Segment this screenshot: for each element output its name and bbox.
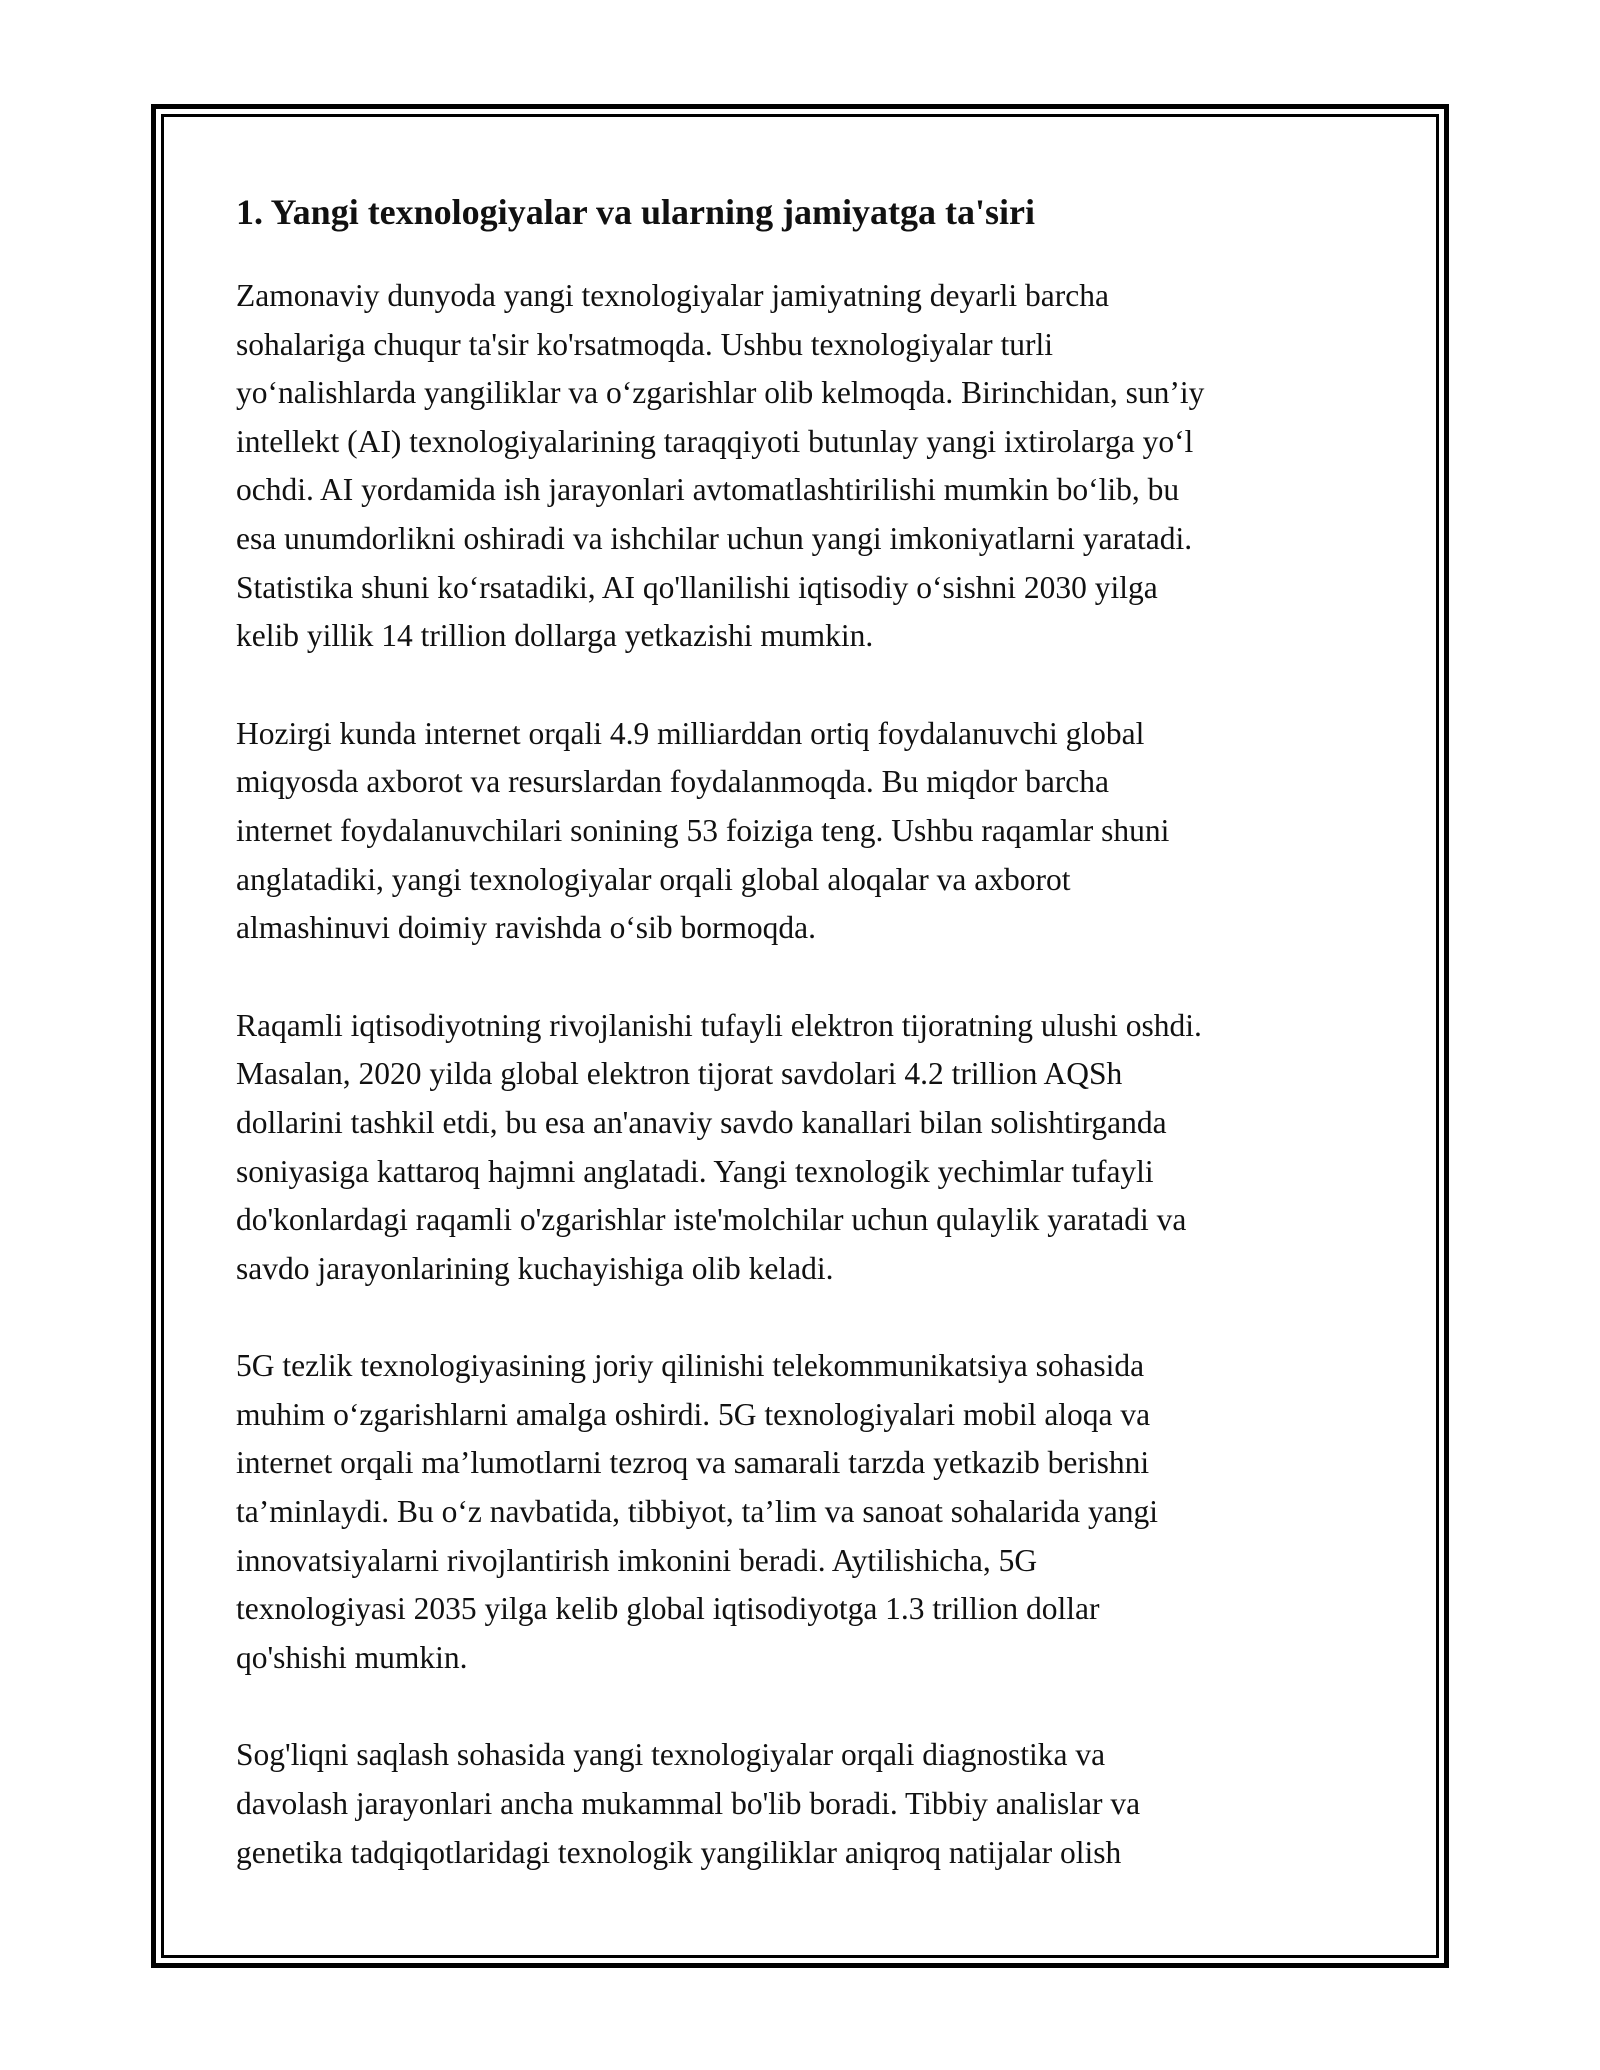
text-line: internet orqali ma’lumotlarni tezroq va samarali tarzda yetkazib berishni [236, 1445, 1150, 1481]
text-line: texnologiyasi 2035 yilga kelib global iqtisodiyotga 1.3 trillion dollar [236, 1591, 1100, 1627]
text-line: kelib yillik 14 trillion dollarga yetkazishi mumkin. [236, 618, 874, 654]
section-heading: 1. Yangi texnologiyalar va ularning jamiyatga ta'siri [236, 192, 1036, 232]
text-line: sohalariga chuqur ta'sir ko'rsatmoqda. Ushbu texnologiyalar turli [236, 326, 1054, 362]
text-line: soniyasiga kattaroq hajmni anglatadi. Yangi texnologik yechimlar tufayli [236, 1153, 1154, 1189]
paragraph-5g [236, 1342, 1386, 1682]
text-line: do'konlardagi raqamli o'zgarishlar iste'molchilar uchun qulaylik yaratadi va [236, 1202, 1187, 1238]
paragraph-internet [236, 710, 1386, 953]
text-line: Masalan, 2020 yilda global elektron tijorat savdolari 4.2 trillion AQSh [236, 1056, 1123, 1092]
text-line: qo'shishi mumkin. [236, 1639, 468, 1675]
text-line: davolash jarayonlari ancha mukammal bo'lib boradi. Tibbiy analislar va [236, 1786, 1141, 1822]
text-line: anglatadiki, yangi texnologiyalar orqali global aloqalar va axborot [236, 861, 1071, 897]
text-line: muhim o‘zgarishlarni amalga oshirdi. 5G texnologiyalari mobil aloqa va [236, 1396, 1151, 1432]
paragraph-healthcare [236, 1731, 1386, 1877]
text-line: esa unumdorlikni oshiradi va ishchilar uchun yangi imkoniyatlarni yaratadi. [236, 520, 1193, 556]
paragraph-ecommerce [236, 1002, 1386, 1294]
text-line: internet foydalanuvchilari sonining 53 foiziga teng. Ushbu raqamlar shuni [236, 812, 1170, 848]
text-line: genetika tadqiqotlaridagi texnologik yangiliklar aniqroq natijalar olish [236, 1834, 1122, 1870]
text-line: Hozirgi kunda internet orqali 4.9 milliarddan ortiq foydalanuvchi global [236, 715, 1145, 751]
text-line: ochdi. AI yordamida ish jarayonlari avtomatlashtirilishi mumkin bo‘lib, bu [236, 472, 1180, 508]
text-line: innovatsiyalarni rivojlantirish imkonini beradi. Aytilishicha, 5G [236, 1542, 1038, 1578]
text-line: dollarini tashkil etdi, bu esa an'anaviy savdo kanallari bilan solishtirganda [236, 1104, 1167, 1140]
text-line: savdo jarayonlarining kuchayishiga olib keladi. [236, 1250, 834, 1286]
text-line: yo‘nalishlarda yangiliklar va o‘zgarishlar olib kelmoqda. Birinchidan, sun’iy [236, 375, 1205, 411]
text-line: Sog'liqni saqlash sohasida yangi texnologiyalar orqali diagnostika va [236, 1737, 1106, 1773]
text-line: intellekt (AI) texnologiyalarining taraqqiyoti butunlay yangi ixtirolarga yo‘l [236, 423, 1194, 459]
text-line: Statistika shuni ko‘rsatadiki, AI qo'llanilishi iqtisodiy o‘sishni 2030 yilga [236, 569, 1158, 605]
document-body [236, 188, 1386, 1926]
text-line: almashinuvi doimiy ravishda o‘sib bormoqda. [236, 910, 817, 946]
paragraph-ai [236, 272, 1386, 661]
text-line: miqyosda axborot va resurslardan foydalanmoqda. Bu miqdor barcha [236, 764, 1110, 800]
text-line: ta’minlaydi. Bu o‘z navbatida, tibbiyot, ta’lim va sanoat sohalarida yangi [236, 1494, 1159, 1530]
text-line: 5G tezlik texnologiyasining joriy qilinishi telekommunikatsiya sohasida [236, 1348, 1145, 1384]
text-line: Raqamli iqtisodiyotning rivojlanishi tufayli elektron tijoratning ulushi oshdi. [236, 1007, 1202, 1043]
text-line: Zamonaviy dunyoda yangi texnologiyalar jamiyatning deyarli barcha [236, 278, 1109, 313]
